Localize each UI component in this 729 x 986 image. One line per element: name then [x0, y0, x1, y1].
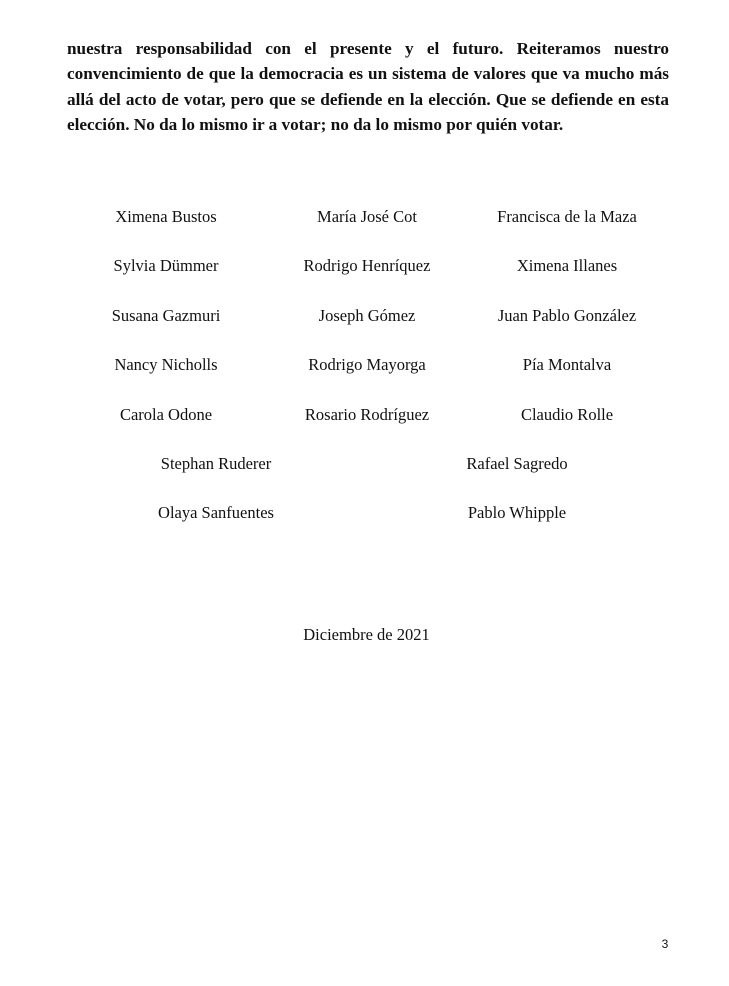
- signatory-name: Ximena Bustos: [115, 207, 217, 226]
- page-number: 3: [661, 937, 669, 951]
- signatory-name: Francisca de la Maza: [497, 207, 637, 226]
- signatory-name: Pablo Whipple: [467, 503, 567, 523]
- signatory-name: Rodrigo Mayorga: [308, 355, 426, 375]
- body-paragraph: nuestra responsabilidad con el presente y el futuro. Reiteramos nuestro convencimiento de que la democracia es un sistema de valores que va mucho más allá del acto de votar, pero que se defiende en la elección. Que se defiende en esta elección. No da lo mismo ir a votar; no da lo mismo por quién votar.: [67, 39, 669, 135]
- signatory-name: Susana Gazmuri: [111, 305, 221, 325]
- signatory-name: Juan Pablo González: [497, 305, 637, 325]
- signatory-row: [0, 500, 729, 549]
- signatory-row: [0, 204, 729, 253]
- signatory-row: [0, 253, 729, 302]
- signatory-name: Carola Odone: [119, 404, 213, 424]
- signatory-name: Joseph Gómez: [318, 305, 416, 325]
- signatory-row: [0, 451, 729, 500]
- signatory-row: [0, 402, 729, 451]
- document-date: Diciembre de 2021: [303, 625, 430, 644]
- signatory-name: Nancy Nicholls: [114, 355, 218, 375]
- signatory-name: Pía Montalva: [522, 355, 612, 375]
- signatory-name: Olaya Sanfuentes: [158, 503, 274, 523]
- signatory-name: Claudio Rolle: [520, 404, 614, 424]
- signatory-row: [0, 303, 729, 352]
- signatory-row: [0, 352, 729, 401]
- signatories-list: [0, 204, 729, 550]
- signatory-name: Rodrigo Henríquez: [303, 256, 431, 276]
- signatory-name: Ximena Illanes: [516, 256, 618, 276]
- signatory-name: María José Cot: [317, 207, 417, 226]
- signatory-name: Sylvia Dümmer: [113, 256, 219, 276]
- signatory-name: Rafael Sagredo: [466, 453, 568, 473]
- signatory-name: Stephan Ruderer: [160, 453, 272, 473]
- signatory-name: Rosario Rodríguez: [304, 404, 430, 424]
